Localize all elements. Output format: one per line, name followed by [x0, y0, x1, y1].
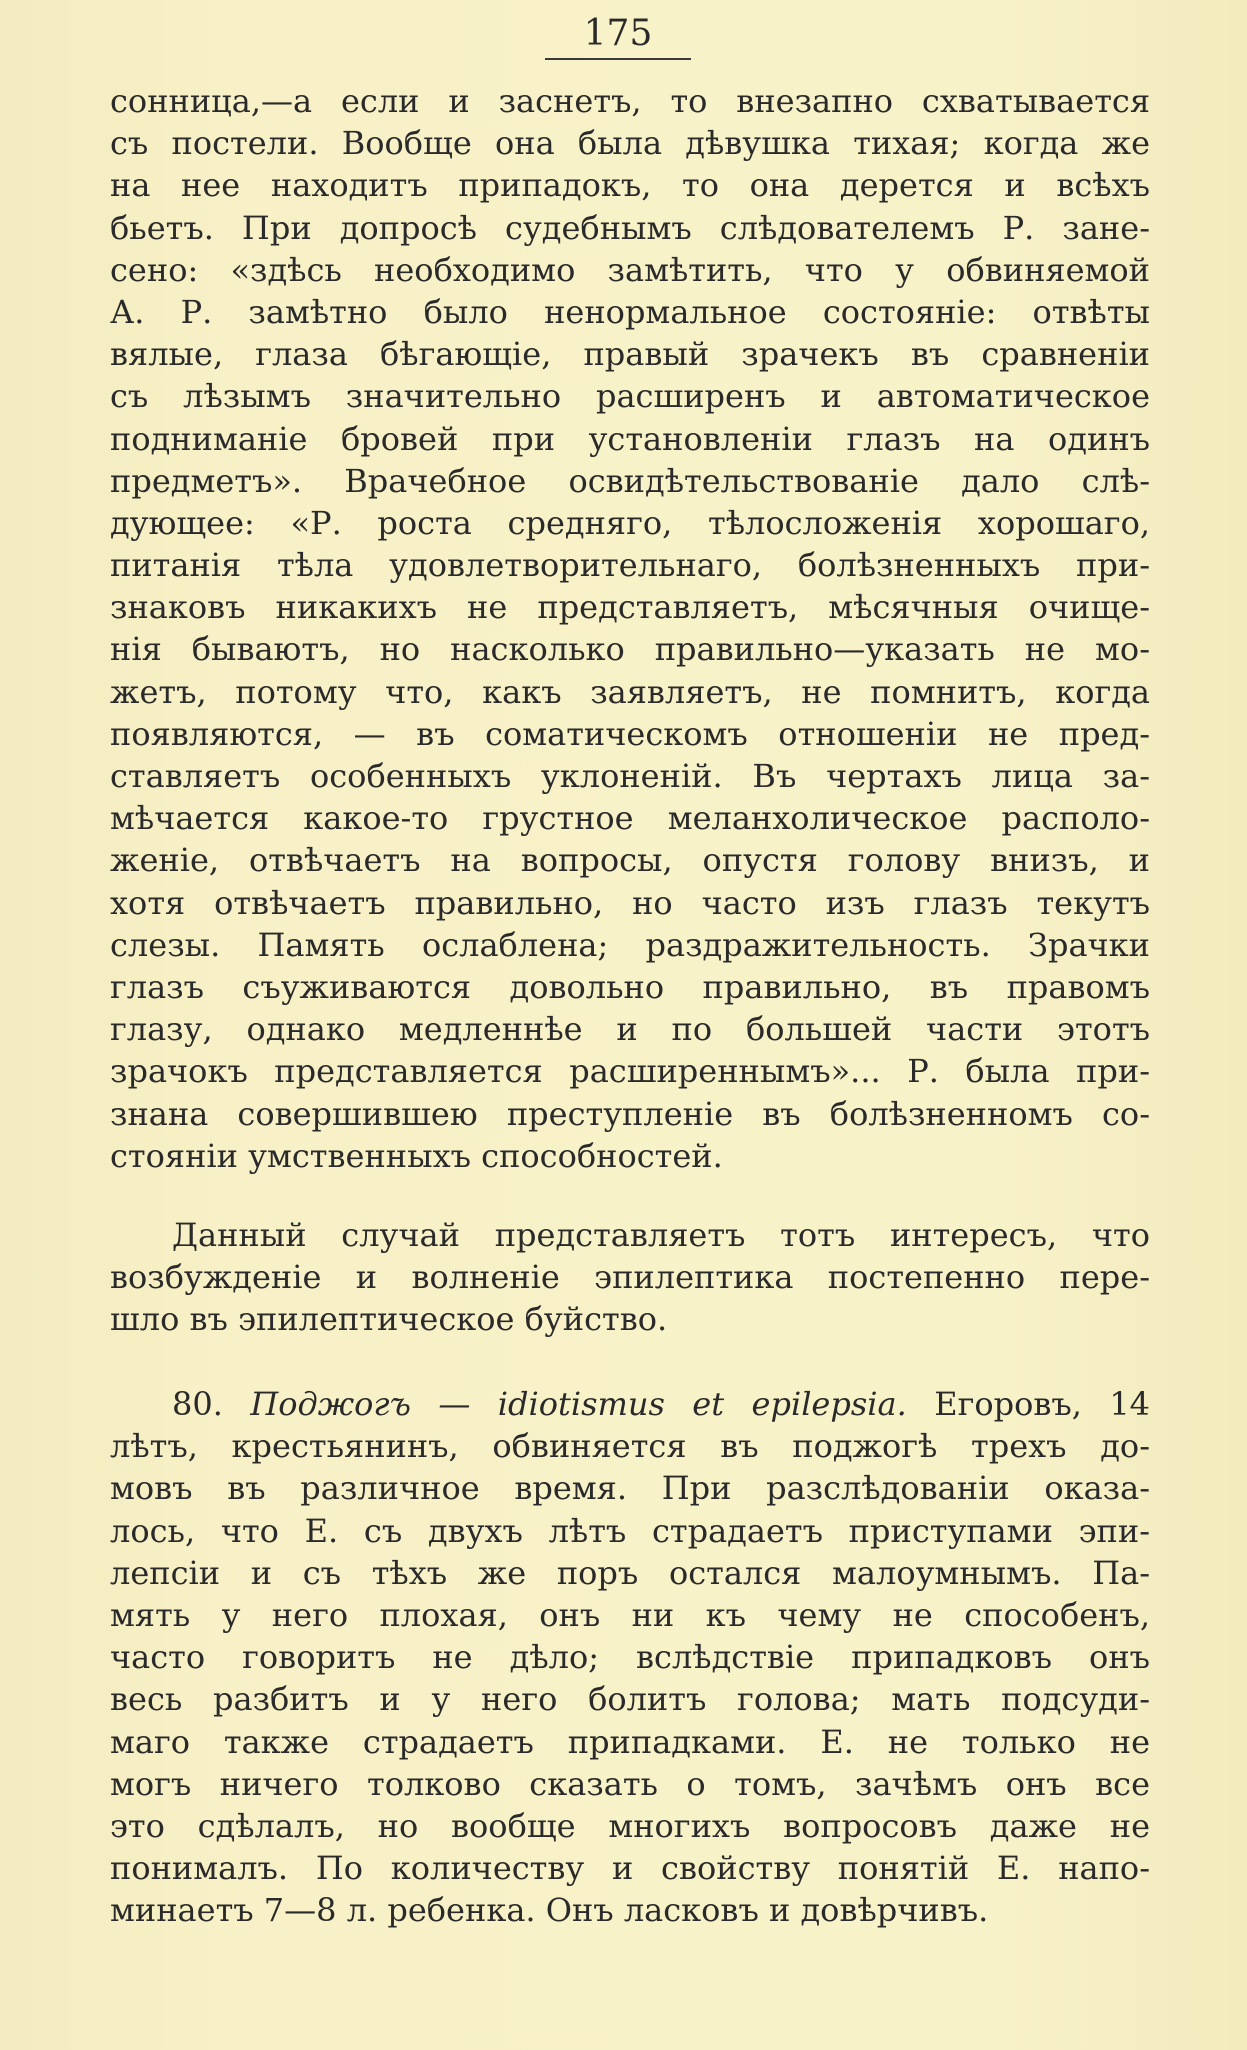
text-line: жетъ, потому что, какъ заявляетъ, не помнитъ, когда	[110, 672, 1150, 711]
text-line: лось, что Е. съ двухъ лѣтъ страдаетъ приступами эпи-	[110, 1511, 1150, 1550]
text-line: питанiя тѣла удовлетворительнаго, болѣзненныхъ при-	[110, 546, 1150, 585]
text-line: на нее находитъ припадокъ, то она дерется и всѣхъ	[110, 166, 1150, 205]
text-line: подниманiе бровей при установленiи глазъ на одинъ	[110, 419, 1150, 458]
text-line: мѣчается какое-то грустное меланхолическое располо-	[110, 799, 1150, 838]
text-line: съ постели. Вообще она была дѣвушка тихая; когда же	[110, 124, 1150, 163]
text-line: женiе, отвѣчаетъ на вопросы, опустя голову внизъ, и	[110, 841, 1150, 880]
paragraph-3	[110, 1383, 1150, 1931]
page-number: 175	[583, 13, 653, 54]
paragraph-1	[110, 80, 1150, 1177]
text-line: бьетъ. При допросѣ судебнымъ слѣдователемъ Р. зане-	[110, 208, 1150, 247]
text-line: могъ ничего толково сказать о томъ, зачѣмъ онъ все	[110, 1764, 1150, 1803]
text-line: предметъ». Врачебное освидѣтельствованiе дало слѣ-	[110, 461, 1150, 500]
text-line: минаетъ 7—8 л. ребенка. Онъ ласковъ и довѣрчивъ.	[110, 1891, 989, 1930]
text-line: стоянiи умственныхъ способностей.	[110, 1136, 723, 1175]
text-line: вялые, глаза бѣгающiе, правый зрачекъ въ сравненiи	[110, 335, 1150, 374]
text-line: сонница,—а если и заснетъ, то внезапно схватывается	[110, 82, 1150, 120]
text-line: слезы. Память ослаблена; раздражительность. Зрачки	[110, 925, 1150, 964]
header-rule	[545, 58, 691, 60]
text-line: А. Р. замѣтно было ненормальное состоянiе: отвѣты	[110, 292, 1150, 331]
text-line: мять у него плохая, онъ ни къ чему не способенъ,	[110, 1595, 1150, 1634]
text-line: часто говоритъ не дѣло; вслѣдствiе припадковъ онъ	[110, 1638, 1150, 1677]
case-title: Поджогъ — idiotismus et epilepsia.	[250, 1385, 907, 1423]
text-line: возбужденiе и волненiе эпилептика постепенно пере-	[110, 1258, 1150, 1297]
text-line: нiя бываютъ, но насколько правильно—указать не мо-	[110, 630, 1150, 669]
text-line: зрачокъ представляется расширеннымъ»... Р. была при-	[110, 1052, 1150, 1091]
text-line: весь разбитъ и у него болитъ голова; мать подсуди-	[110, 1680, 1150, 1719]
text-line: сено: «здѣсь необходимо замѣтить, что у обвиняемой	[110, 250, 1150, 289]
text-line: дующее: «Р. роста средняго, тѣлосложенiя хорошаго,	[110, 503, 1150, 542]
text-line: съ лѣзымъ значительно расширенъ и автоматическое	[110, 377, 1150, 416]
text-line: это сдѣлалъ, но вообще многихъ вопросовъ даже не	[110, 1806, 1150, 1845]
text-line: мовъ въ различное время. При разслѣдованiи оказа-	[110, 1469, 1150, 1508]
text-line: Данный случай представляетъ тотъ интересъ, что	[172, 1216, 1150, 1254]
text-line: появляются, — въ соматическомъ отношенiи не пред-	[110, 714, 1150, 753]
text-line: ставляетъ особенныхъ уклоненiй. Въ чертахъ лица за-	[110, 757, 1150, 795]
text-line: хотя отвѣчаетъ правильно, но часто изъ глазъ текутъ	[110, 883, 1150, 922]
text-line: глазу, однако медленнѣе и по большей части этотъ	[110, 1010, 1150, 1049]
text-line: маго также страдаетъ припадками. Е. не только не	[110, 1722, 1150, 1761]
text-line: понималъ. По количеству и свойству понятiй Е. напо-	[110, 1849, 1150, 1888]
paragraph-2	[110, 1214, 1150, 1341]
text-line: шло въ эпилептическое буйство.	[110, 1300, 668, 1339]
text-line: знаковъ никакихъ не представляетъ, мѣсячныя очище-	[110, 588, 1150, 627]
case-heading-rest: Егоровъ, 14	[934, 1385, 1151, 1423]
case-number: 80.	[172, 1385, 223, 1423]
text-line: глазъ съуживаются довольно правильно, въ правомъ	[110, 967, 1150, 1006]
text-line: знана совершившею преступленiе въ болѣзненномъ со-	[110, 1094, 1150, 1133]
case-heading-line	[110, 1383, 1150, 1425]
text-line: лѣтъ, крестьянинъ, обвиняется въ поджогѣ трехъ до-	[110, 1427, 1150, 1466]
text-line: лепсiи и съ тѣхъ же поръ остался малоумнымъ. Па-	[110, 1553, 1150, 1592]
